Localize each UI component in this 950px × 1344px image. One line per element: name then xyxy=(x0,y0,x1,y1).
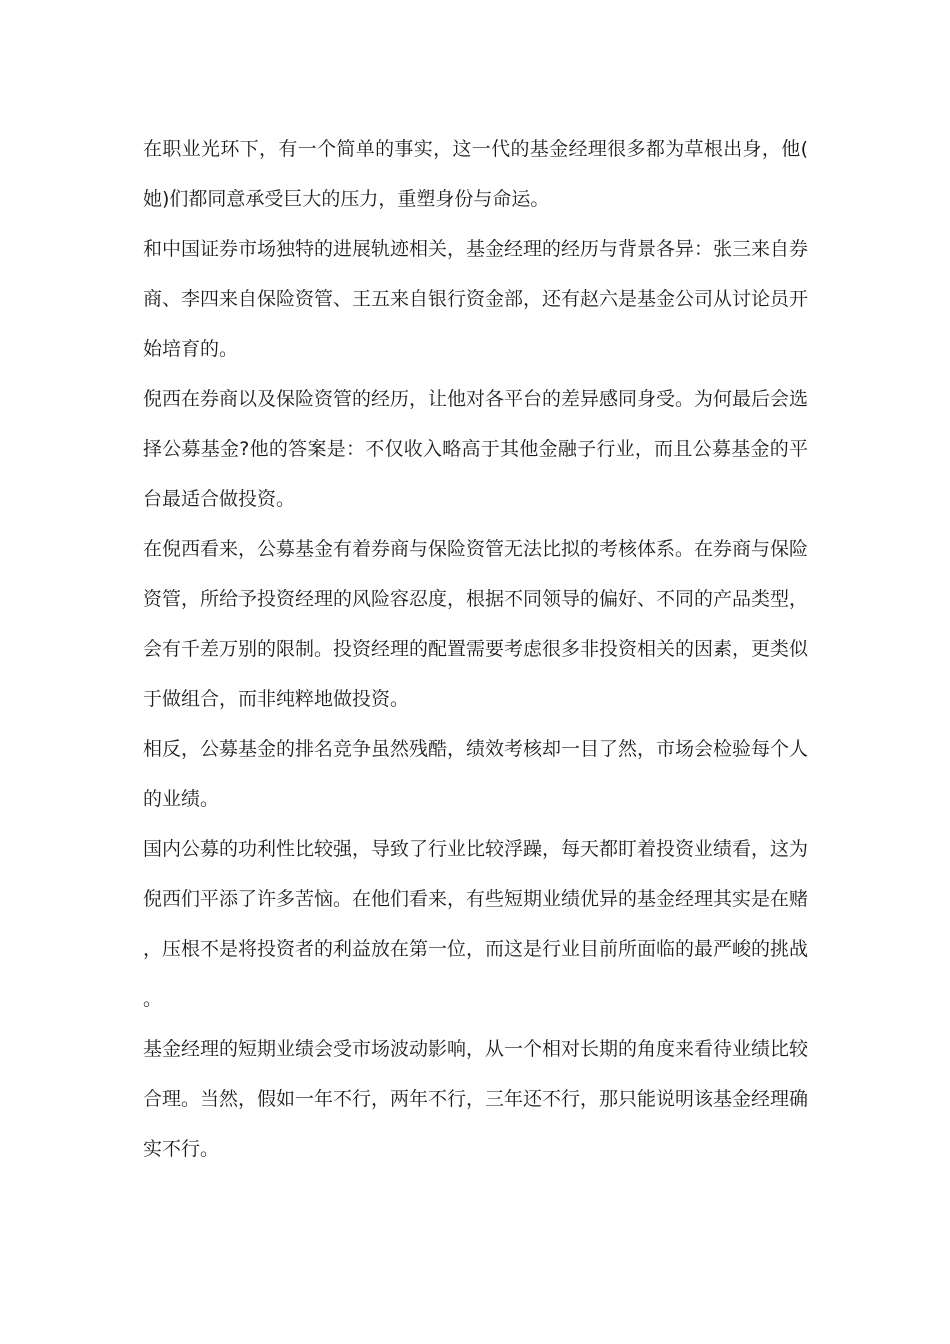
paragraph-5: 相反，公募基金的排名竞争虽然残酷，绩效考核却一目了然，市场会检验每个人的业绩。 xyxy=(143,738,809,810)
paragraph-3: 倪西在券商以及保险资管的经历，让他对各平台的差异感同身受。为何最后会选择公募基金?他的答案是：不仅收入略高于其他金融子行业，而且公募基金的平台最适合做投资。 xyxy=(143,388,809,510)
paragraph-2: 和中国证券市场独特的进展轨迹相关，基金经理的经历与背景各异：张三来自券商、李四来自保险资管、王五来自银行资金部，还有赵六是基金公司从讨论员开始培育的。 xyxy=(143,238,809,360)
article-body xyxy=(143,124,808,1174)
paragraph-6: 国内公募的功利性比较强，导致了行业比较浮躁，每天都盯着投资业绩看，这为倪西们平添了许多苦恼。在他们看来，有些短期业绩优异的基金经理其实是在赌，压根不是将投资者的利益放在第一位，而这是行业目前所面临的最严峻的挑战。 xyxy=(143,838,809,1010)
paragraph-7: 基金经理的短期业绩会受市场波动影响，从一个相对长期的角度来看待业绩比较合理。当然，假如一年不行，两年不行，三年还不行，那只能说明该基金经理确实不行。 xyxy=(143,1038,809,1160)
paragraph-1: 在职业光环下，有一个简单的事实，这一代的基金经理很多都为草根出身，他(她)们都同意承受巨大的压力，重塑身份与命运。 xyxy=(143,138,808,210)
paragraph-4: 在倪西看来，公募基金有着券商与保险资管无法比拟的考核体系。在券商与保险资管，所给予投资经理的风险容忍度，根据不同领导的偏好、不同的产品类型，会有千差万别的限制。投资经理的配置需要考虑很多非投资相关的因素，更类似于做组合，而非纯粹地做投资。 xyxy=(143,538,809,710)
